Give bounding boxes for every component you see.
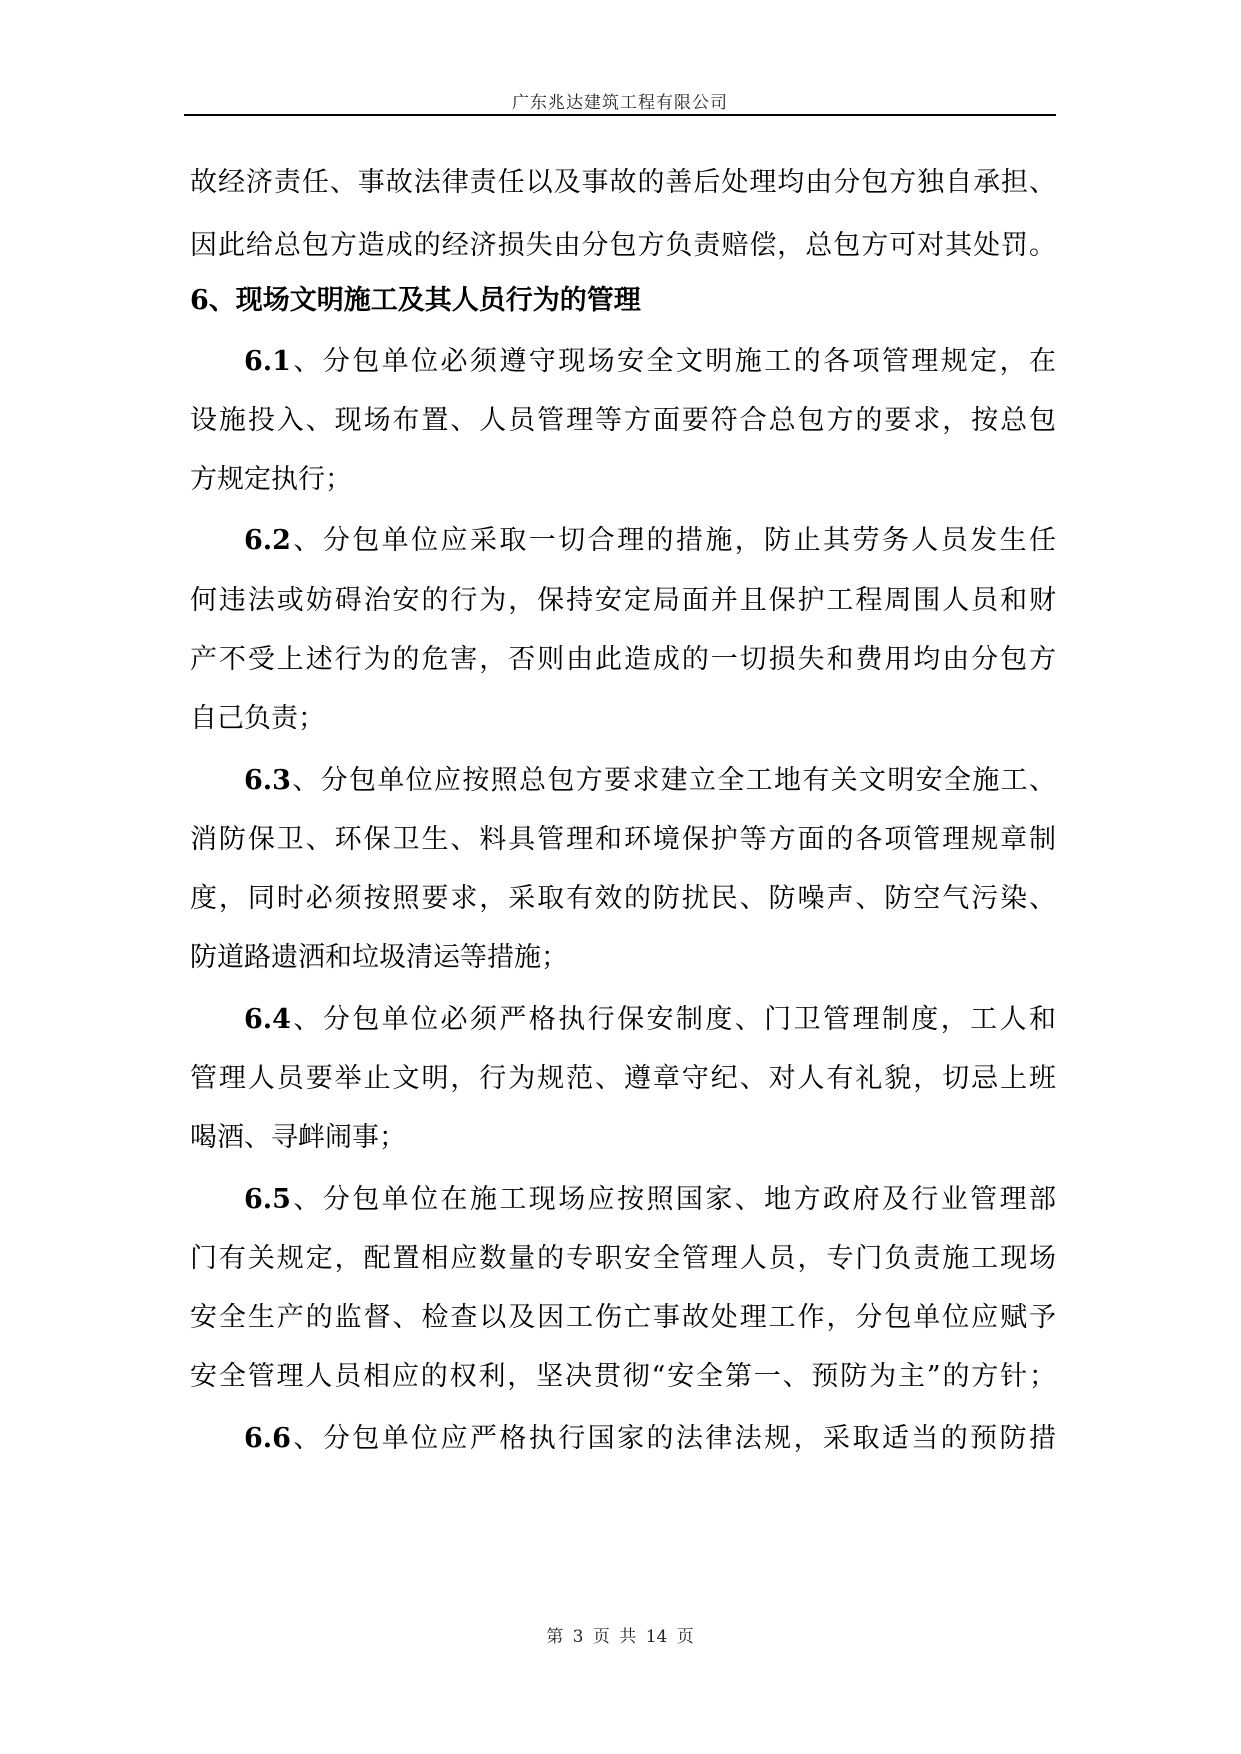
text-line: 管理人员要举止文明，行为规范、遵章守纪、对人有礼貌，切忌上班 xyxy=(190,1063,1056,1094)
clause-number: 6.3 xyxy=(244,765,291,796)
clause-text: 、分包单位应按照总包方要求建立全工地有关文明安全施工、 xyxy=(290,765,1056,796)
text-line: 度，同时必须按照要求，采取有效的防扰民、防噪声、防空气污染、 xyxy=(190,883,1056,914)
text-line: 产不受上述行为的危害，否则由此造成的一切损失和费用均由分包方 xyxy=(190,644,1056,675)
text-line: 消防保卫、环保卫生、料具管理和环境保护等方面的各项管理规章制 xyxy=(190,824,1056,855)
clause-text: 、分包单位必须严格执行保安制度、门卫管理制度，工人和 xyxy=(290,1004,1056,1035)
text-line: 安全管理人员相应的权利，坚决贯彻“安全第一、预防为主”的方针； xyxy=(190,1361,1056,1392)
clause-text: 、分包单位应严格执行国家的法律法规，采取适当的预防措 xyxy=(290,1423,1056,1454)
section-heading: 6、现场文明施工及其人员行为的管理 xyxy=(190,285,641,316)
paragraph-6-3-line xyxy=(244,763,1056,799)
clause-number: 6.5 xyxy=(244,1184,291,1215)
paragraph-6-6-line xyxy=(244,1421,1056,1457)
clause-number: 6.1 xyxy=(244,346,291,377)
clause-text: 、分包单位应采取一切合理的措施，防止其劳务人员发生任 xyxy=(290,525,1056,556)
text-line: 自己负责； xyxy=(190,703,325,734)
clause-number: 6.4 xyxy=(244,1004,291,1035)
clause-text: 、分包单位必须遵守现场安全文明施工的各项管理规定，在 xyxy=(290,346,1056,377)
text-line: 门有关规定，配置相应数量的专职安全管理人员，专门负责施工现场 xyxy=(190,1243,1056,1274)
text-line: 故经济责任、事故法律责任以及事故的善后处理均由分包方独自承担、 xyxy=(190,167,1056,198)
text-line: 因此给总包方造成的经济损失由分包方负责赔偿，总包方可对其处罚。 xyxy=(190,230,1056,261)
paragraph-6-5-line xyxy=(244,1182,1056,1218)
clause-number: 6.6 xyxy=(244,1423,291,1454)
header-rule xyxy=(184,114,1056,116)
paragraph-6-2-line xyxy=(244,523,1056,559)
paragraph-6-4-line xyxy=(244,1002,1056,1038)
text-line: 防道路遗洒和垃圾清运等措施； xyxy=(190,942,568,973)
paragraph-6-1-line xyxy=(244,344,1056,380)
text-line: 方规定执行； xyxy=(190,464,352,495)
text-line: 设施投入、现场布置、人员管理等方面要符合总包方的要求，按总包 xyxy=(190,405,1056,436)
clause-text: 、分包单位在施工现场应按照国家、地方政府及行业管理部 xyxy=(290,1184,1056,1215)
clause-number: 6.2 xyxy=(244,525,291,556)
page-header: 广东兆达建筑工程有限公司 xyxy=(512,93,728,113)
text-line: 何违法或妨碍治安的行为，保持安定局面并且保护工程周围人员和财 xyxy=(190,585,1056,616)
page-number: 第 3 页 共 14 页 xyxy=(546,1627,694,1647)
text-line: 喝酒、寻衅闹事； xyxy=(190,1122,406,1153)
text-line: 安全生产的监督、检查以及因工伤亡事故处理工作，分包单位应赋予 xyxy=(190,1302,1056,1333)
